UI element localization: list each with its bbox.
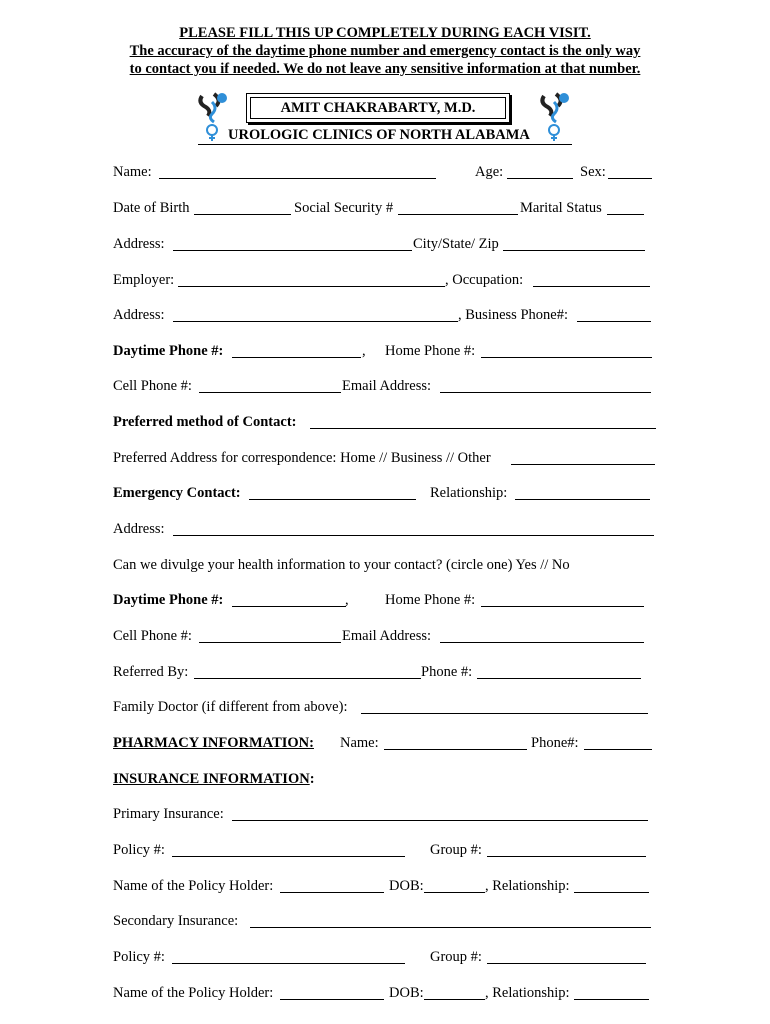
ssn-label: Social Security # [294,200,394,216]
ec-daytime-phone-label: Daytime Phone #: [113,592,224,608]
policy-holder-1-dob-label: DOB: [389,878,424,894]
ec-email-label: Email Address: [342,628,432,644]
preferred-address-label: Preferred Address for correspondence: Home // Business // Other [113,450,491,466]
policy-holder-2-field[interactable] [280,999,384,1000]
daytime-phone-label: Daytime Phone #: [113,343,224,359]
group-2-label: Group #: [430,949,482,965]
marital-status-label: Marital Status [520,200,602,216]
policy-holder-2-dob-label: DOB: [389,985,424,1001]
policy-holder-2-label: Name of the Policy Holder: [113,985,274,1001]
ec-email-field[interactable] [440,642,644,643]
pharmacy-phone-field[interactable] [584,749,652,750]
secondary-insurance-label: Secondary Insurance: [113,913,239,929]
cell-phone-field[interactable] [199,392,341,393]
instructions-heading: PLEASE FILL THIS UP COMPLETELY DURING EACH VISIT. [179,25,591,41]
employer-field[interactable] [178,286,445,287]
address-label: Address: [113,236,165,252]
insurance-heading: INSURANCE INFORMATION: [113,771,315,787]
policy-2-label: Policy #: [113,949,165,965]
policy-holder-1-relationship-field[interactable] [574,892,649,893]
ec-daytime-phone-field[interactable] [232,606,346,607]
group-2-field[interactable] [487,963,646,964]
instructions-line-2: The accuracy of the daytime phone number and emergency contact is the only way [129,43,641,59]
secondary-insurance-field[interactable] [250,927,651,928]
employer-address-label: Address: [113,307,165,323]
dob-label: Date of Birth [113,200,190,216]
pharmacy-name-label: Name: [340,735,379,751]
sex-field[interactable] [608,178,652,179]
ec-cell-phone-field[interactable] [199,642,341,643]
ec-address-label: Address: [113,521,165,537]
city-state-zip-field[interactable] [503,250,645,251]
group-1-label: Group #: [430,842,482,858]
policy-holder-1-dob-field[interactable] [424,892,485,893]
primary-insurance-label: Primary Insurance: [113,806,224,822]
family-doctor-label: Family Doctor (if different from above): [113,699,348,715]
emergency-contact-field[interactable] [249,499,416,500]
pharmacy-heading: PHARMACY INFORMATION: [113,735,314,751]
employer-label: Employer: [113,272,175,288]
city-state-zip-label: City/State/ Zip [413,236,499,252]
employer-address-field[interactable] [173,321,458,322]
doctor-name: AMIT CHAKRABARTY, M.D. [250,97,506,119]
occupation-field[interactable] [533,286,650,287]
policy-2-field[interactable] [172,963,405,964]
primary-insurance-field[interactable] [232,820,648,821]
home-phone-label: Home Phone #: [385,343,476,359]
age-label: Age: [475,164,504,180]
daytime-phone-comma: , [362,343,366,359]
preferred-contact-label: Preferred method of Contact: [113,414,297,430]
business-phone-label: , Business Phone#: [458,307,568,323]
policy-holder-2-dob-field[interactable] [424,999,485,1000]
policy-holder-2-relationship-field[interactable] [574,999,649,1000]
home-phone-field[interactable] [481,357,652,358]
policy-1-label: Policy #: [113,842,165,858]
policy-holder-1-relationship-label: , Relationship: [485,878,570,894]
policy-holder-1-field[interactable] [280,892,384,893]
name-field[interactable] [159,178,436,179]
clinic-underline [198,144,572,145]
preferred-contact-field[interactable] [310,428,656,429]
referred-by-field[interactable] [194,678,421,679]
address-field[interactable] [173,250,412,251]
name-label: Name: [113,164,152,180]
ec-cell-phone-label: Cell Phone #: [113,628,192,644]
referred-phone-field[interactable] [477,678,641,679]
preferred-address-field[interactable] [511,464,655,465]
pharmacy-name-field[interactable] [384,749,527,750]
group-1-field[interactable] [487,856,646,857]
instructions-line-3: to contact you if needed. We do not leave any sensitive information at that number. [129,61,641,77]
age-field[interactable] [507,178,573,179]
business-phone-field[interactable] [577,321,651,322]
pharmacy-phone-label: Phone#: [531,735,579,751]
dob-field[interactable] [194,214,291,215]
ec-home-phone-field[interactable] [481,606,644,607]
sex-label: Sex: [580,164,606,180]
ec-address-field[interactable] [173,535,654,536]
policy-1-field[interactable] [172,856,405,857]
emergency-contact-label: Emergency Contact: [113,485,241,501]
ec-home-phone-label: Home Phone #: [385,592,476,608]
referred-by-label: Referred By: [113,664,189,680]
cell-phone-label: Cell Phone #: [113,378,192,394]
divulge-question: Can we divulge your health information to your contact? (circle one) Yes // No [113,557,570,573]
ssn-field[interactable] [398,214,518,215]
policy-holder-2-relationship-label: , Relationship: [485,985,570,1001]
email-label: Email Address: [342,378,432,394]
ec-daytime-phone-comma: , [345,592,349,608]
family-doctor-field[interactable] [361,713,648,714]
doctor-name-box [246,93,510,123]
relationship-field[interactable] [515,499,650,500]
relationship-label: Relationship: [430,485,508,501]
occupation-label: , Occupation: [445,272,524,288]
clinic-name: UROLOGIC CLINICS OF NORTH ALABAMA [228,127,530,143]
policy-holder-1-label: Name of the Policy Holder: [113,878,274,894]
referred-phone-label: Phone #: [421,664,473,680]
daytime-phone-field[interactable] [232,357,361,358]
email-field[interactable] [440,392,651,393]
marital-status-field[interactable] [607,214,644,215]
